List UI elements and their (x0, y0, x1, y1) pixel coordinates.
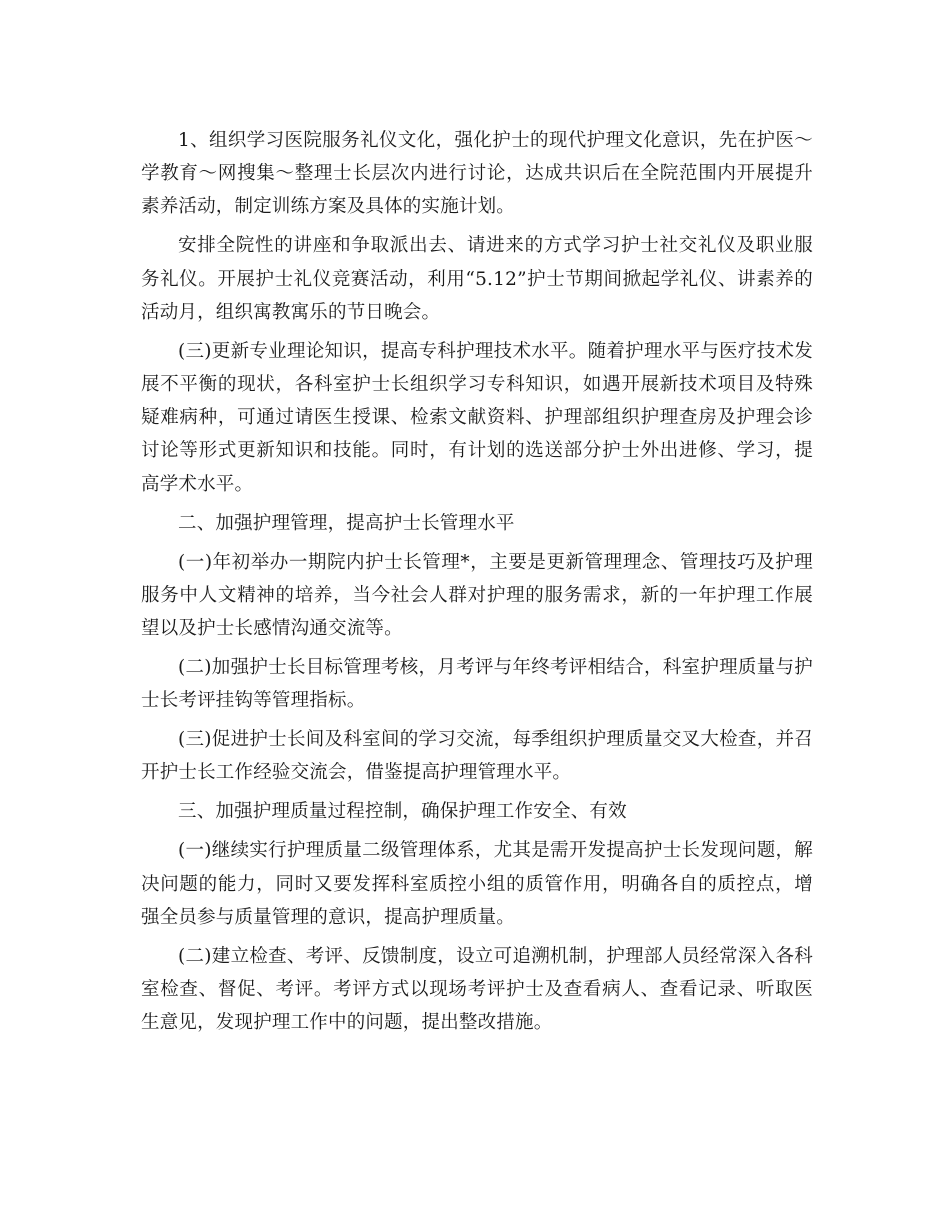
section-heading-quality-control: 三、加强护理质量过程控制，确保护理工作安全、有效 (178, 801, 627, 823)
document-body (141, 124, 813, 1045)
section-heading-management: 二、加强护理管理，提高护士长管理水平 (178, 512, 515, 534)
paragraph-etiquette-culture: 1、组织学习医院服务礼仪文化，强化护士的现代护理文化意识，先在护医～学教育～网搜集～整理士长层次内进行讨论，达成共识后在全院范围内开展提升素养活动，制定训练方案及具体的实施计划。 (141, 130, 813, 218)
paragraph-head-nurse-training: (一)年初举办一期院内护士长管理*，主要是更新管理理念、管理技巧及护理服务中人文精神的培养，当今社会人群对护理的服务需求，新的一年护理工作展望以及护士长感情沟通交流等。 (141, 551, 813, 640)
paragraph-exchange: (三)促进护士长间及科室间的学习交流，每季组织护理质量交叉大检查，并召开护士长工作经验交流会，借鉴提高护理管理水平。 (141, 729, 813, 784)
paragraph-update-knowledge: (三)更新专业理论知识，提高专科护理技术水平。随着护理水平与医疗技术发展不平衡的现状，各科室护士长组织学习专科知识，如遇开展新技术项目及特殊疑难病种，可通过请医生授课、检索文献资料、护理部组织护理查房及护理会诊讨论等形式更新知识和技能。同时，有计划的选送部分护士外出进修、学习，提高学术水平。 (141, 340, 813, 495)
paragraph-target-assessment: (二)加强护士长目标管理考核，月考评与年终考评相结合，科室护理质量与护士长考评挂钩等管理指标。 (141, 657, 813, 712)
paragraph-etiquette-lectures: 安排全院性的讲座和争取派出去、请进来的方式学习护士社交礼仪及职业服务礼仪。开展护士礼仪竞赛活动，利用“5.12”护士节期间掀起学礼仪、讲素养的活动月，组织寓教寓乐的节日晚会。 (141, 235, 813, 323)
paragraph-feedback-system: (二)建立检查、考评、反馈制度，设立可追溯机制，护理部人员经常深入各科室检查、督促、考评。考评方式以现场考评护士及查看病人、查看记录、听取医生意见，发现护理工作中的问题，提出整改措施。 (141, 945, 813, 1034)
paragraph-quality-system: (一)继续实行护理质量二级管理体系，尤其是需开发提高护士长发现问题，解决问题的能力，同时又要发挥科室质控小组的质管作用，明确各自的质控点，增强全员参与质量管理的意识，提高护理质量。 (141, 840, 813, 928)
